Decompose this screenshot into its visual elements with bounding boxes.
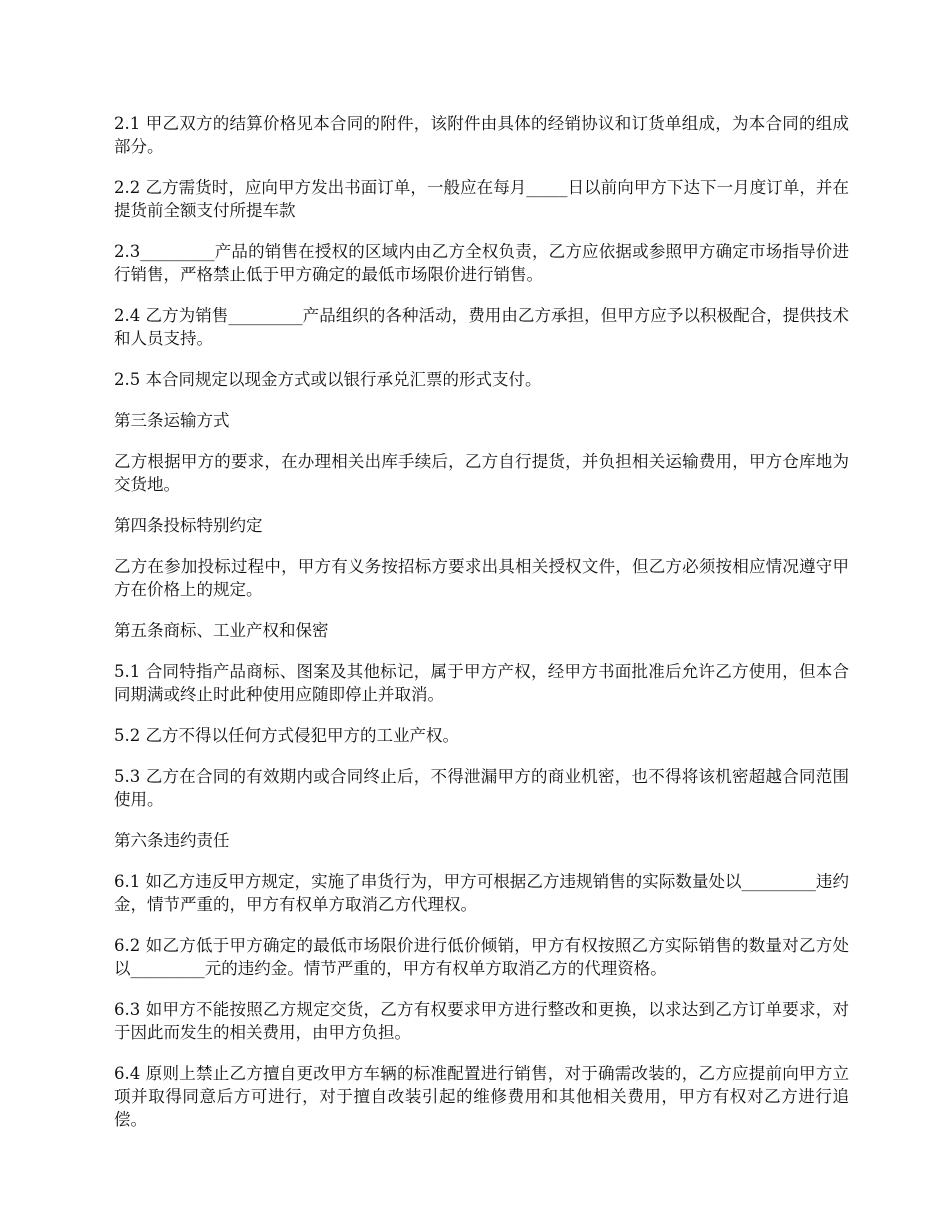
- clause-6-4: 6.4 原则上禁止乙方擅自更改甲方车辆的标准配置进行销售，对于确需改装的，乙方应提前向甲方立项并取得同意后方可进行，对于擅自改装引起的维修费用和其他相关费用，甲方有权对乙方进行追偿。: [114, 1064, 849, 1129]
- section-heading-5: 第五条商标、工业产权和保密: [114, 621, 329, 640]
- clause-6-3: 6.3 如甲方不能按照乙方规定交货，乙方有权要求甲方进行整改和更换，以求达到乙方订单要求，对于因此而发生的相关费用，由甲方负担。: [114, 1000, 849, 1042]
- clause-2-2: 2.2 乙方需货时，应向甲方发出书面订单，一般应在每月_____日以前向甲方下达下一月度订单，并在提货前全额支付所提车款: [114, 178, 849, 220]
- section-heading-4: 第四条投标特别约定: [114, 516, 263, 535]
- section-heading-3: 第三条运输方式: [114, 411, 230, 430]
- clause-2-5: 2.5 本合同规定以现金方式或以银行承兑汇票的形式支付。: [114, 370, 542, 389]
- section-heading-6: 第六条违约责任: [114, 831, 230, 850]
- clause-2-1: 2.1 甲乙双方的结算价格见本合同的附件，该附件由具体的经销协议和订货单组成，为本合同的组成部分。: [114, 114, 849, 156]
- document-body: [114, 112, 849, 1149]
- clause-5-1: 5.1 合同特指产品商标、图案及其他标记，属于甲方产权，经甲方书面批准后允许乙方使用，但本合同期满或终止时此种使用应随即停止并取消。: [114, 662, 849, 704]
- clause-4-body: 乙方在参加投标过程中，甲方有义务按招标方要求出具相关授权文件，但乙方必须按相应情况遵守甲方在价格上的规定。: [114, 557, 849, 599]
- clause-5-2: 5.2 乙方不得以任何方式侵犯甲方的工业产权。: [114, 726, 459, 745]
- clause-2-4: 2.4 乙方为销售_________产品组织的各种活动，费用由乙方承担，但甲方应予以积极配合，提供技术和人员支持。: [114, 306, 849, 348]
- clause-5-3: 5.3 乙方在合同的有效期内或合同终止后，不得泄漏甲方的商业机密，也不得将该机密超越合同范围使用。: [114, 767, 849, 809]
- clause-6-1: 6.1 如乙方违反甲方规定，实施了串货行为，甲方可根据乙方违规销售的实际数量处以_________违约金，情节严重的，甲方有权单方取消乙方代理权。: [114, 872, 849, 914]
- clause-2-3: 2.3_________产品的销售在授权的区域内由乙方全权负责，乙方应依据或参照甲方确定市场指导价进行销售，严格禁止低于甲方确定的最低市场限价进行销售。: [114, 242, 849, 284]
- clause-3-body: 乙方根据甲方的要求，在办理相关出库手续后，乙方自行提货，并负担相关运输费用，甲方仓库地为交货地。: [114, 452, 849, 494]
- clause-6-2: 6.2 如乙方低于甲方确定的最低市场限价进行低价倾销，甲方有权按照乙方实际销售的数量对乙方处以_________元的违约金。情节严重的，甲方有权单方取消乙方的代理资格。: [114, 936, 849, 978]
